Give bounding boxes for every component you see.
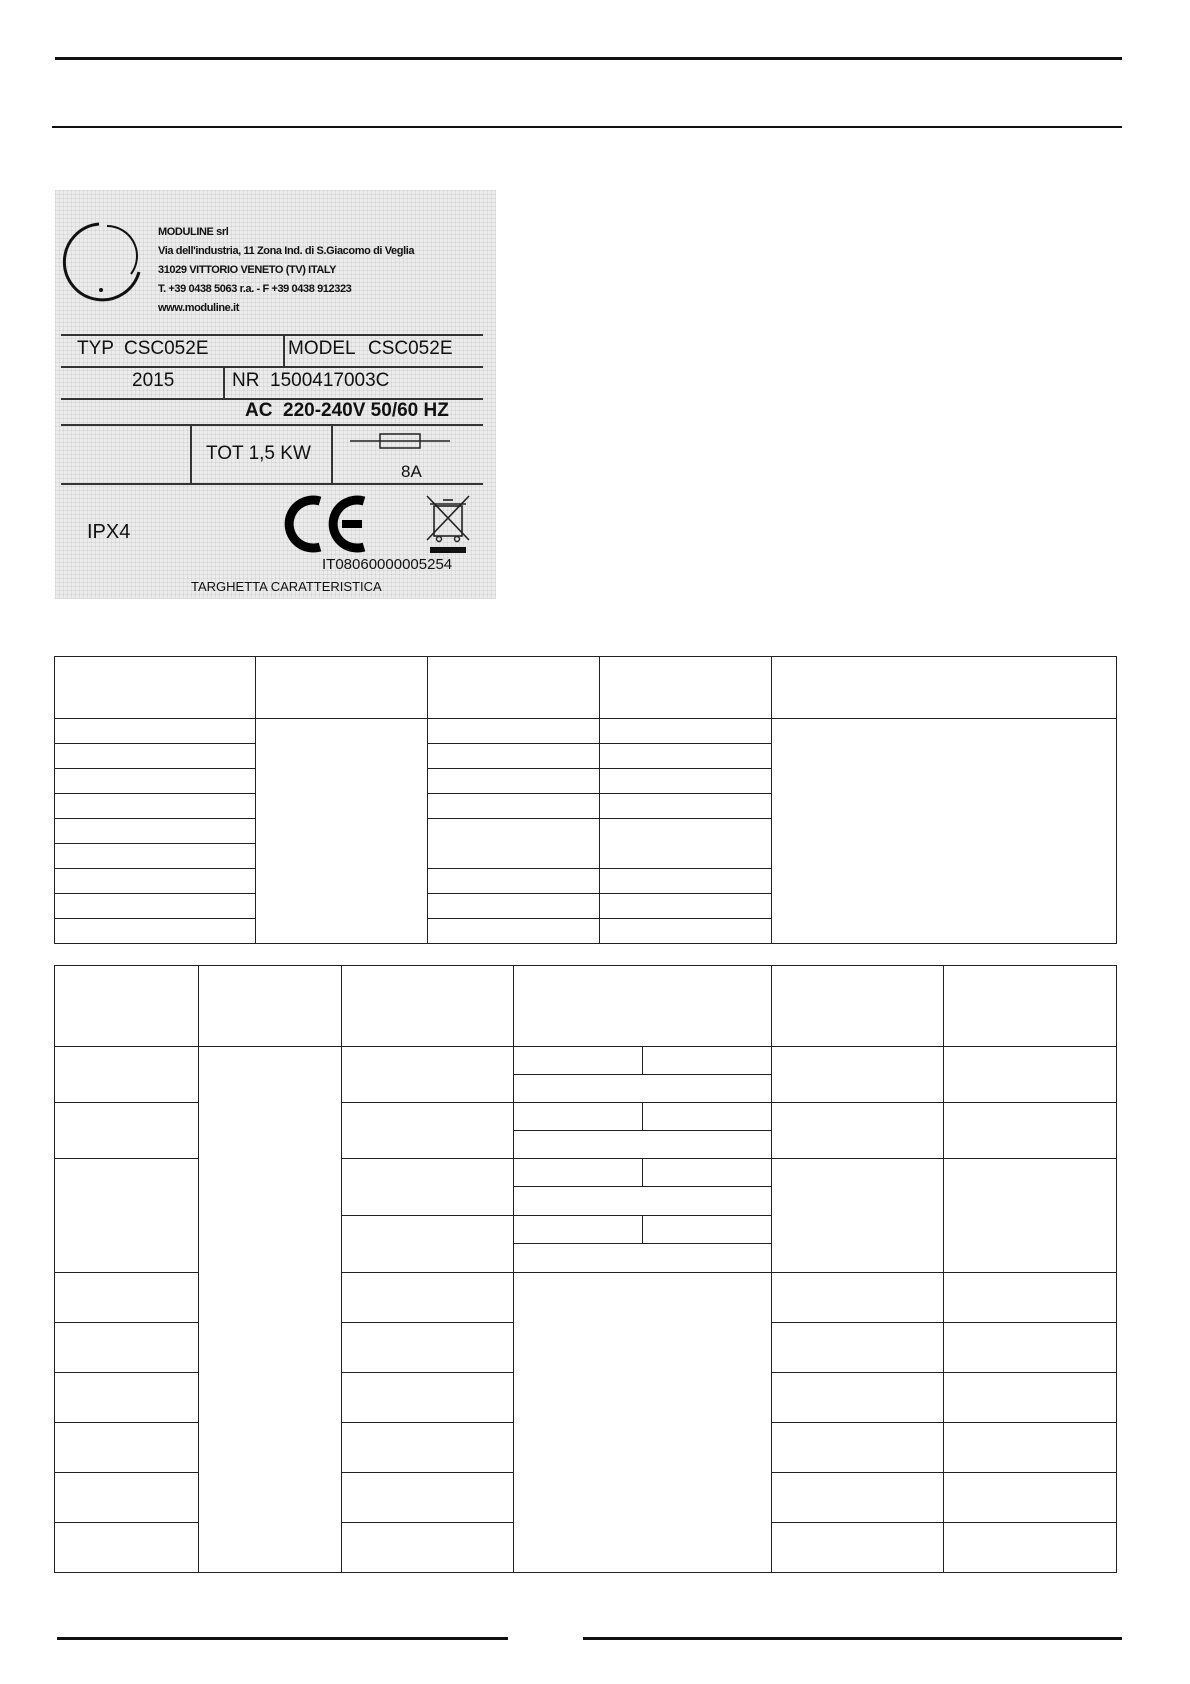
table-cell — [643, 1047, 772, 1075]
table-cell — [944, 1523, 1117, 1573]
plate-divider — [331, 426, 333, 484]
table-cell — [342, 1423, 514, 1473]
plate-line — [61, 483, 483, 485]
table-cell — [428, 919, 600, 944]
table-cell — [428, 744, 600, 769]
table-cell — [55, 1473, 199, 1523]
table-cell — [55, 719, 256, 744]
table-cell — [600, 819, 772, 869]
model-value: CSC052E — [368, 338, 453, 359]
table-cell — [55, 894, 256, 919]
table-header-cell — [944, 966, 1117, 1047]
table-cell — [944, 1473, 1117, 1523]
typ-label: TYP — [77, 338, 114, 359]
table-cell — [342, 1473, 514, 1523]
table-cell — [772, 1473, 944, 1523]
table-header-cell — [199, 966, 342, 1047]
model-label: MODEL — [288, 338, 356, 359]
table-cell — [944, 1273, 1117, 1323]
table-cell — [600, 869, 772, 894]
table-cell — [55, 869, 256, 894]
table-cell — [342, 1216, 514, 1273]
table-cell — [600, 894, 772, 919]
table-cell — [342, 1323, 514, 1373]
ac-label: AC — [245, 400, 273, 421]
table-cell — [772, 719, 1117, 944]
table-cell — [772, 1273, 944, 1323]
table-cell — [514, 1075, 772, 1103]
table-cell — [55, 1423, 199, 1473]
table-cell — [944, 1047, 1117, 1103]
table-cell — [944, 1323, 1117, 1373]
table-header-cell — [256, 657, 428, 719]
nr-value: 1500417003C — [270, 370, 390, 391]
table-cell — [342, 1047, 514, 1103]
table-cell — [199, 1047, 342, 1573]
table-cell — [772, 1103, 944, 1159]
year-value: 2015 — [132, 370, 175, 391]
table-cell — [772, 1323, 944, 1373]
table-cell — [600, 769, 772, 794]
table-cell — [55, 1159, 199, 1273]
plate-caption: TARGHETTA CARATTERISTICA — [191, 579, 382, 594]
table-cell — [342, 1523, 514, 1573]
table-cell — [944, 1423, 1117, 1473]
table-cell — [514, 1047, 643, 1075]
table-cell — [772, 1423, 944, 1473]
table-cell — [600, 794, 772, 819]
ce-mark-icon — [282, 493, 372, 555]
table-cell — [772, 1373, 944, 1423]
table-header-row — [55, 966, 1117, 1047]
table-cell — [342, 1159, 514, 1216]
table-row — [55, 719, 1117, 744]
table-header-cell — [55, 966, 199, 1047]
table-cell — [55, 744, 256, 769]
table-cell — [514, 1273, 772, 1573]
nr-label: NR — [232, 370, 260, 391]
table-cell — [55, 1103, 199, 1159]
fuse-icon — [350, 430, 450, 452]
table-cell — [428, 894, 600, 919]
table-cell — [55, 919, 256, 944]
table-header-cell — [772, 966, 944, 1047]
rating-plate — [55, 190, 496, 599]
table-cell — [55, 819, 256, 844]
table-cell — [55, 1523, 199, 1573]
specs-table-2 — [54, 965, 1117, 1573]
table-cell — [772, 1159, 944, 1273]
ip-rating: IPX4 — [87, 521, 131, 543]
table-header-cell — [772, 657, 1117, 719]
company-address: Via dell'industria, 11 Zona Ind. di S.Giacomo di Veglia — [158, 245, 415, 257]
table-cell — [514, 1216, 643, 1244]
table-cell — [944, 1103, 1117, 1159]
specs-table-1 — [54, 656, 1117, 944]
table-row — [55, 1047, 1117, 1075]
ce-text — [55, 190, 56, 191]
table-cell — [428, 719, 600, 744]
company-phone: T. +39 0438 5063 r.a. - F +39 0438 912323 — [158, 283, 352, 295]
header-rule-top — [55, 57, 1122, 60]
header-rule-bottom — [52, 126, 1122, 128]
table-cell — [514, 1103, 643, 1131]
footer-rule-left — [57, 1637, 508, 1640]
plate-divider — [190, 426, 192, 484]
plate-line — [61, 334, 483, 336]
table-cell — [342, 1103, 514, 1159]
table-cell — [342, 1273, 514, 1323]
company-info — [158, 223, 414, 318]
table-cell — [772, 1523, 944, 1573]
plate-divider — [283, 336, 285, 367]
table-cell — [944, 1373, 1117, 1423]
table-header-cell — [514, 966, 772, 1047]
table-header-row — [55, 657, 1117, 719]
table-cell — [55, 794, 256, 819]
table-cell — [600, 719, 772, 744]
table-header-cell — [428, 657, 600, 719]
company-city: 31029 VITTORIO VENETO (TV) ITALY — [158, 264, 337, 276]
table-cell — [342, 1373, 514, 1423]
table-cell — [514, 1244, 772, 1273]
plate-line — [61, 424, 483, 426]
table-cell — [643, 1216, 772, 1244]
table-cell — [772, 1047, 944, 1103]
table-cell — [600, 744, 772, 769]
table-cell — [55, 1273, 199, 1323]
fuse-value: 8A — [401, 462, 422, 481]
table-cell — [428, 794, 600, 819]
table-header-cell — [55, 657, 256, 719]
table-cell — [600, 919, 772, 944]
moduline-logo — [59, 216, 151, 308]
table-cell — [643, 1103, 772, 1131]
plate-divider — [223, 368, 225, 399]
table-cell — [55, 769, 256, 794]
weee-bin-icon — [424, 492, 472, 554]
table-cell — [514, 1159, 643, 1187]
table-header-cell — [600, 657, 772, 719]
table-cell — [55, 1047, 199, 1103]
weee-code: IT08060000005254 — [322, 556, 453, 573]
company-name: MODULINE srl — [158, 226, 229, 238]
typ-value: CSC052E — [124, 338, 209, 359]
plate-line — [61, 366, 483, 368]
table-cell — [428, 869, 600, 894]
table-cell — [428, 769, 600, 794]
table-cell — [514, 1187, 772, 1216]
voltage-value: 220-240V 50/60 HZ — [283, 400, 449, 421]
company-web: www.moduline.it — [158, 302, 239, 314]
table-cell — [428, 819, 600, 869]
table-cell — [55, 1323, 199, 1373]
table-cell — [55, 1373, 199, 1423]
table-cell — [55, 844, 256, 869]
footer-rule-right — [583, 1637, 1122, 1640]
table-cell — [514, 1131, 772, 1159]
table-cell — [256, 719, 428, 944]
table-cell — [944, 1159, 1117, 1273]
table-cell — [643, 1159, 772, 1187]
table-header-cell — [342, 966, 514, 1047]
power-value: TOT 1,5 KW — [206, 443, 311, 464]
